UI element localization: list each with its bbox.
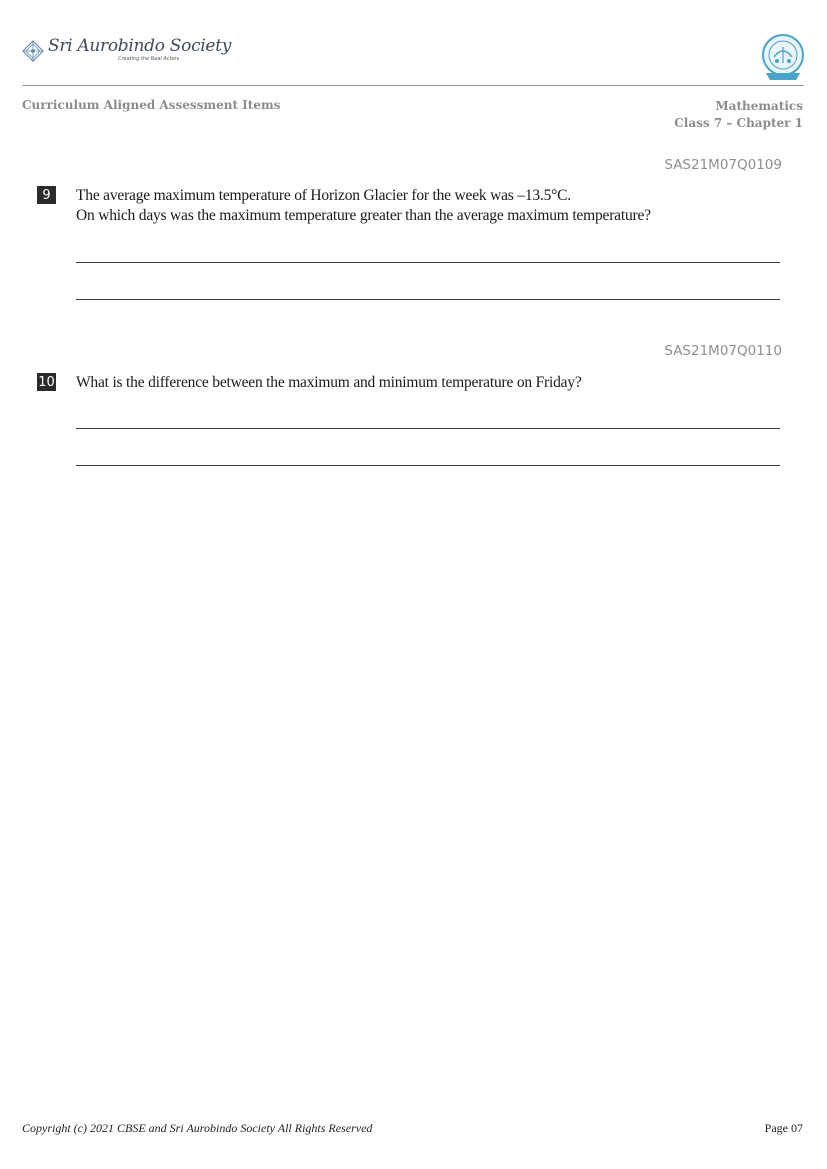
question-line: What is the difference between the maximum and minimum temperature on Friday? (76, 374, 582, 391)
question-id: SAS21M07Q0110 (664, 343, 782, 359)
org-name: Sri Aurobindo Society (48, 36, 232, 56)
question-text (76, 373, 796, 393)
org-tagline: Creating the Real Actors (118, 56, 180, 62)
sri-aurobindo-society-logo (22, 34, 232, 68)
sas-wordmark (48, 34, 232, 68)
cbse-logo-icon (760, 33, 806, 83)
question-number-badge: 9 (37, 186, 56, 204)
subject-label: Mathematics (715, 99, 803, 113)
answer-line[interactable] (76, 262, 780, 263)
answer-line[interactable] (76, 428, 780, 429)
question-line: The average maximum temperature of Horizon Glacier for the week was –13.5°C. (76, 187, 571, 204)
copyright-notice: Copyright (c) 2021 CBSE and Sri Aurobindo Society All Rights Reserved (22, 1121, 373, 1135)
page-number: Page 07 (764, 1121, 803, 1135)
question-id: SAS21M07Q0109 (664, 157, 782, 173)
header-divider (22, 85, 804, 86)
question-number-badge: 10 (38, 374, 55, 390)
subject-info (674, 98, 803, 132)
answer-line[interactable] (76, 299, 780, 300)
curriculum-title: Curriculum Aligned Assessment Items (22, 98, 281, 112)
answer-line[interactable] (76, 465, 780, 466)
class-chapter-label: Class 7 – Chapter 1 (674, 116, 803, 130)
sas-emblem-icon (22, 40, 44, 62)
question-text (76, 186, 796, 226)
question-line: On which days was the maximum temperature greater than the average maximum temperature? (76, 207, 651, 224)
